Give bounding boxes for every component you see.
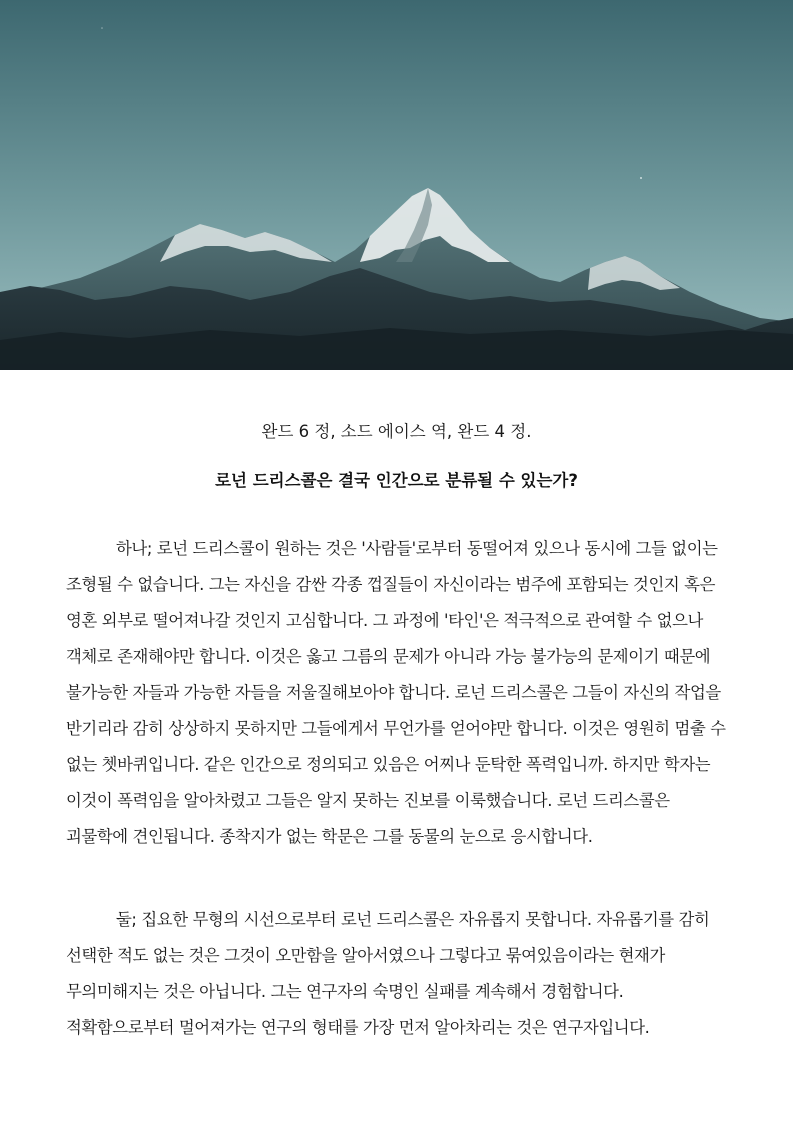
- paragraph-two: 둘; 집요한 무형의 시선으로부터 로넌 드리스콜은 자유롭지 못합니다. 자유롭기를 감히 선택한 적도 없는 것은 그것이 오만함을 알아서였으나 그렇다고 묶여있음이라는 현재가 무의미해지는 것은 아닙니다. 그는 연구자의 숙명인 실패를 계속해서 경험합니다. 적확함으로부터 멀어져가는 연구의 형태를 가장 먼저 알아차리는 것은 연구자입니다.: [66, 910, 710, 1037]
- document-title: 로넌 드리스콜은 결국 인간으로 분류될 수 있는가?: [215, 471, 578, 490]
- document-subtitle: 완드 6 정, 소드 에이스 역, 완드 4 정.: [261, 422, 532, 441]
- hero-image: [0, 0, 793, 370]
- mountain-landscape-image: [0, 0, 793, 370]
- paragraph-one: 하나; 로넌 드리스콜이 원하는 것은 '사람들'로부터 동떨어져 있으나 동시에 그들 없이는 조형될 수 없습니다. 그는 자신을 감싼 각종 껍질들이 자신이라는 범주에 포함되는 것인지 혹은 영혼 외부로 떨어져나갈 것인지 고심합니다. 그 과정에 '타인'은 적극적으로 관여할 수 없으나 객체로 존재해야만 합니다. 이것은 옳고 그름의 문제가 아니라 가능 불가능의 문제이기 때문에 불가능한 자들과 가능한 자들을 저울질해보아야 합니다. 로넌 드리스콜은 그들이 자신의 작업을 반기리라 감히 상상하지 못하지만 그들에게서 무언가를 얻어야만 합니다. 이것은 영원히 멈출 수 없는 쳇바퀴입니다. 같은 인간으로 정의되고 있음은 어찌나 둔탁한 폭력입니까. 하지만 학자는 이것이 폭력임을 알아차렸고 그들은 알지 못하는 진보를 이룩했습니다. 로넌 드리스콜은 괴물학에 견인됩니다. 종착지가 없는 학문은 그를 동물의 눈으로 응시합니다.: [66, 539, 726, 846]
